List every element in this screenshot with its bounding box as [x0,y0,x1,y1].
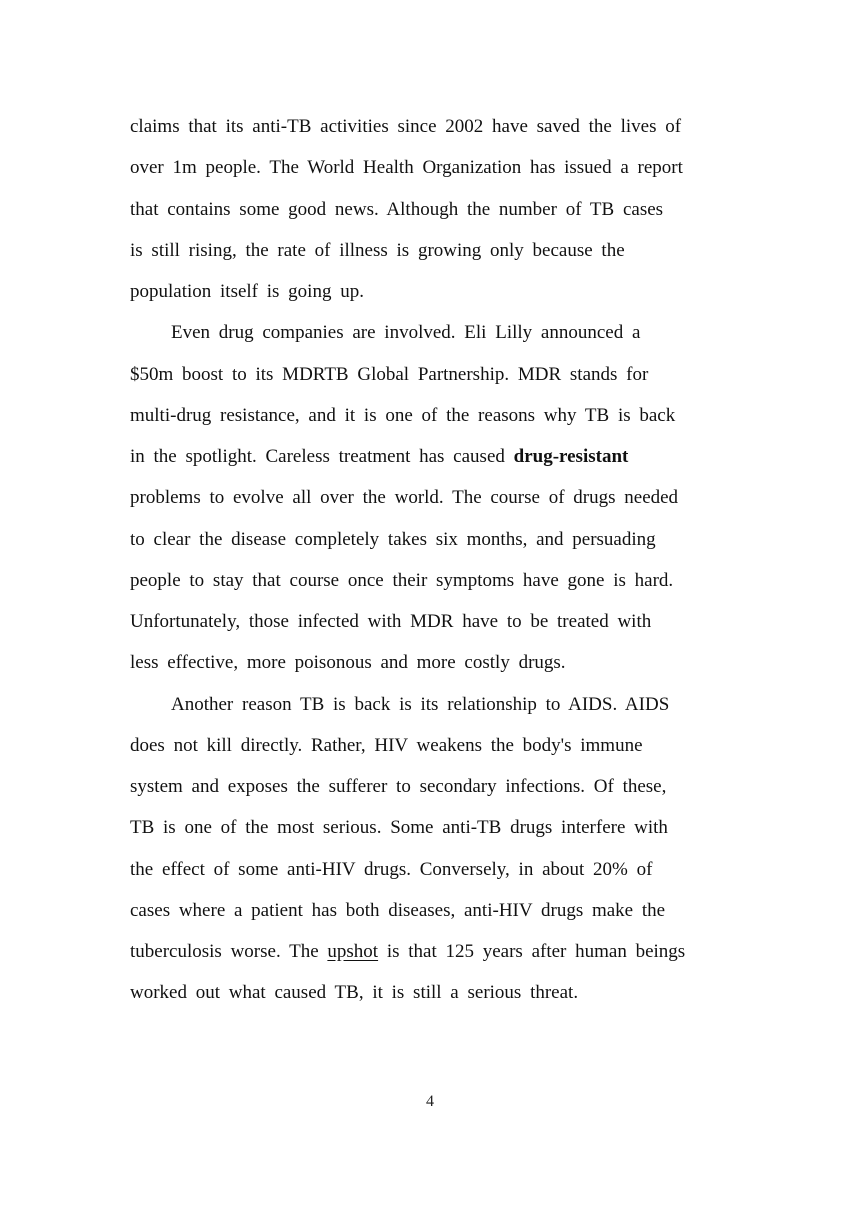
text-line: multi-drug resistance, and it is one of the reasons why TB is back [130,404,676,426]
text-line: people to stay that course once their symptoms have gone is hard. [130,569,674,591]
text-segment: in the spotlight. Careless treatment has caused [130,446,514,467]
paragraph-start-line: Another reason TB is back is its relationship to AIDS. AIDS [171,693,670,715]
text-line: system and exposes the sufferer to secondary infections. Of these, [130,776,667,797]
text-line: worked out what caused TB, it is still a serious threat. [130,982,579,1004]
text-line: population itself is going up. [130,281,364,302]
text-line: $50m boost to its MDRTB Global Partnership. MDR stands for [130,363,649,385]
body-text [130,106,740,1014]
text-line: less effective, more poisonous and more costly drugs. [130,652,566,674]
text-line: over 1m people. The World Health Organization has issued a report [130,157,683,179]
text-line: does not kill directly. Rather, HIV weakens the body's immune [130,734,643,756]
text-line [130,931,740,972]
text-line: that contains some good news. Although the number of TB cases [130,198,664,220]
text-segment: tuberculosis worse. The [130,941,328,962]
text-line: claims that its anti-TB activities since 2002 have saved the lives of [130,116,682,137]
text-line: to clear the disease completely takes six months, and persuading [130,528,656,550]
underlined-term-upshot: upshot [327,941,379,962]
text-line: the effect of some anti-HIV drugs. Conversely, in about 20% of [130,858,653,880]
text-line: problems to evolve all over the world. The course of drugs needed [130,487,679,509]
bold-term-drug-resistant: drug-resistant [513,446,629,467]
text-line: is still rising, the rate of illness is growing only because the [130,239,625,261]
text-line: cases where a patient has both diseases, anti-HIV drugs make the [130,899,666,921]
text-line: TB is one of the most serious. Some anti-TB drugs interfere with [130,817,668,839]
paragraph-start-line: Even drug companies are involved. Eli Lilly announced a [171,322,641,344]
text-line [130,436,740,477]
text-line: Unfortunately, those infected with MDR have to be treated with [130,611,652,632]
text-segment: is that 125 years after human beings [378,941,686,962]
page-number: 4 [426,1093,434,1110]
